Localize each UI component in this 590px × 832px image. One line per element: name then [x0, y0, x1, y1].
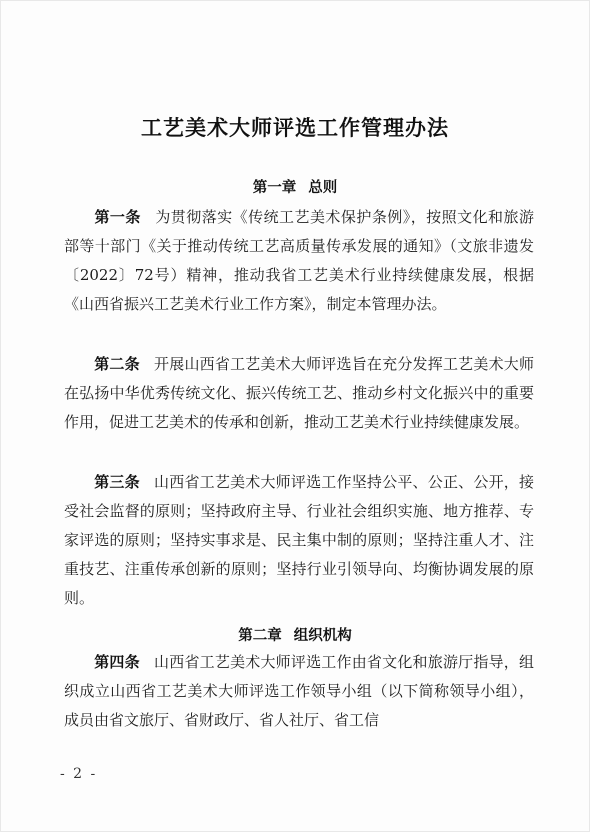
article-3: [64, 468, 534, 613]
article-lead: 第四条: [94, 653, 140, 671]
article-2: [64, 350, 534, 437]
article-text: 为贯彻落实《传统工艺美术保护条例》，按照文化和旅游部等十部门《关于推动传统工艺高质量传承发展的通知》（文旅非遗发〔2022〕72号）精神，推动我省工艺美术行业持续健康发展，根据《山西省振兴工艺美术行业工作方案》，制定本管理办法。: [64, 208, 534, 313]
document-title: 工艺美术大师评选工作管理办法: [141, 115, 449, 140]
article-text: 山西省工艺美术大师评选工作坚持公平、公正、公开，接受社会监督的原则；坚持政府主导、行业社会组织实施、地方推荐、专家评选的原则；坚持实事求是、民主集中制的原则；坚持注重人才、注重技艺、注重传承创新的原则；坚持行业引领导向、均衡协调发展的原则。: [64, 473, 534, 607]
article-text: 山西省工艺美术大师评选工作由省文化和旅游厅指导，组织成立山西省工艺美术大师评选工作领导小组（以下简称领导小组），成员由省文旅厅、省财政厅、省人社厅、省工信: [64, 653, 534, 729]
article-1: [64, 203, 534, 319]
chapter-name: 组织机构: [293, 627, 352, 644]
chapter-number: 第一章: [252, 179, 297, 196]
article-text: 开展山西省工艺美术大师评选旨在充分发挥工艺美术大师在弘扬中华优秀传统文化、振兴传统工艺、推动乡村文化振兴中的重要作用，促进工艺美术的传承和创新，推动工艺美术行业持续健康发展。: [64, 355, 534, 431]
page-number: - 2 -: [60, 766, 98, 782]
article-lead: 第三条: [94, 473, 140, 491]
article-lead: 第二条: [94, 355, 140, 373]
chapter-heading-1: [0, 176, 590, 197]
chapter-heading-2: [0, 624, 590, 645]
article-4: [64, 648, 534, 735]
chapter-name: 总则: [308, 179, 338, 196]
article-lead: 第一条: [94, 208, 141, 226]
chapter-number: 第二章: [238, 627, 282, 644]
